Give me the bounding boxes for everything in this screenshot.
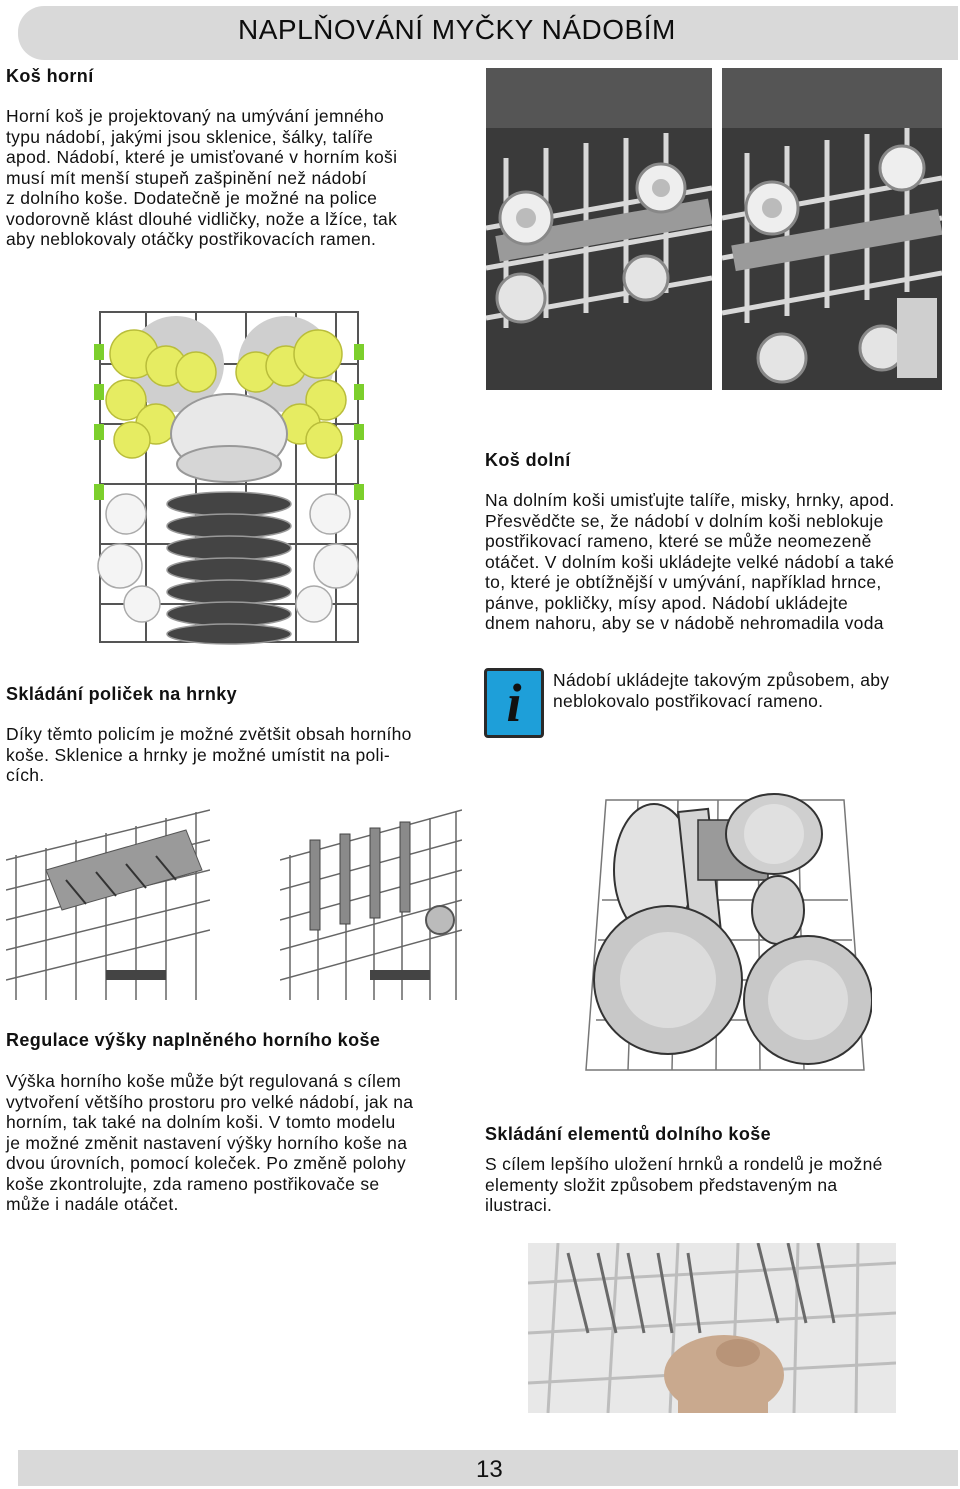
info-icon: i (484, 668, 544, 738)
info-note-text: Nádobí ukládejte takovým způsobem, aby neblokovalo postřikovací rameno. (553, 670, 890, 711)
folding-tines-photo (528, 1243, 896, 1413)
cup-shelves-text: Díky těmto policím je možné zvětšit obsah horního koše. Sklenice a hrnky je možné umístit na poli- cích. (6, 724, 412, 785)
upper-basket-wheels-photo-right (722, 68, 942, 390)
pots-and-pans-illustration (578, 780, 872, 1072)
cup-shelf-folded-illustration (6, 800, 210, 1000)
upper-basket-text: Horní koš je projektovaný na umývání jemného typu nádobí, jakými jsou sklenice, šálky, talíře apod. Nádobí, které je umisťované v horním koši musí mít menší stupeň zašpinění než nádobí z dolního koše. Dodatečně je možné na police vodorovně klást dlouhé vidličky, nože a lžíce, tak aby neblokovaly otáčky postřikovacích ramen. (6, 106, 398, 249)
upper-basket-wheels-photo-left (486, 68, 712, 390)
page-title: NAPLŇOVÁNÍ MYČKY NÁDOBÍM (238, 14, 676, 45)
lower-basket-heading: Koš dolní (485, 450, 571, 470)
lower-elements-heading: Skládání elementů dolního koše (485, 1124, 772, 1144)
height-adjust-text: Výška horního koše může být regulovaná s cílem vytvoření většího prostoru pro velké nádobí, jak na horním, tak také na dolním koši. V tomto modelu je možné změnit nastavení výšky horního koše na dvou úrovních, pomocí koleček. Po změně polohy koše zkontrolujte, zda rameno postřikovače se může i nadále otáčet. (6, 1071, 414, 1214)
upper-basket-heading: Koš horní (6, 66, 94, 86)
lower-basket-text: Na dolním koši umisťujte talíře, misky, hrnky, apod. Přesvědčte se, že nádobí v dolním koši neblokuje postřikovací rameno, které se může neomezeně otáčet. V dolním koši ukládejte velké nádobí a také to, které je obtížnější v umývání, například hrnce, pánve, pokličky, mísy apod. Nádobí ukládejte dnem nahoru, aby se v nádobě nehromadila voda (485, 490, 895, 633)
height-adjust-heading: Regulace výšky naplněného horního koše (6, 1030, 381, 1050)
cup-shelves-heading: Skládání poliček na hrnky (6, 684, 238, 704)
cup-shelf-unfolded-illustration (280, 800, 462, 1000)
lower-basket-loaded-illustration (86, 304, 372, 664)
page-number: 13 (476, 1456, 503, 1483)
lower-elements-text: S cílem lepšího uložení hrnků a rondelů je možné elementy složit způsobem představeným na ilustraci. (485, 1154, 883, 1215)
